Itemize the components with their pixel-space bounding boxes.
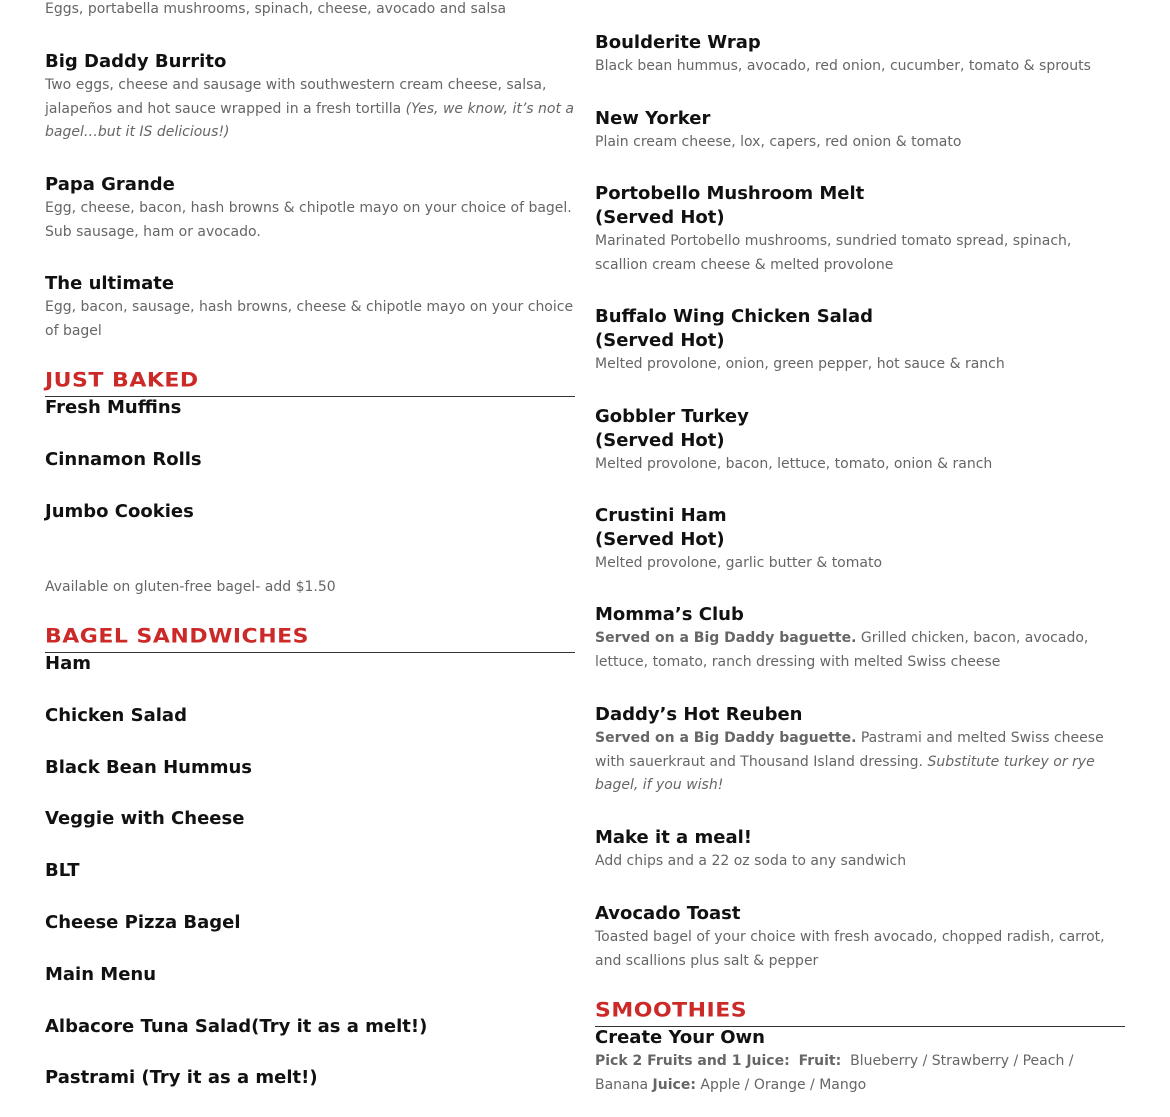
menu-item: Pastrami (Try it as a melt!): [45, 1067, 318, 1088]
item-description: Toasted bagel of your choice with fresh avocado, chopped radish, carrot, and scallions plus salt & pepper: [595, 929, 1105, 969]
desc-text: Two eggs, cheese and sausage with southwestern cream cheese, salsa, jalapeños and hot sauce wrapped in a fresh tortilla: [45, 77, 547, 117]
desc-bold: Served on a Big Daddy baguette.: [595, 730, 857, 746]
menu-item: Black Bean Hummus: [45, 757, 253, 778]
pick-label: Pick 2 Fruits and 1 Juice:: [595, 1053, 790, 1069]
menu-item: Veggie with Cheese: [45, 808, 245, 829]
fruit-label: Fruit:: [798, 1053, 842, 1069]
menu-item-gobbler-turkey: [595, 405, 1125, 477]
juice-values: Apple / Orange / Mango: [700, 1076, 867, 1093]
item-title: Boulderite Wrap: [595, 32, 761, 53]
item-title: Big Daddy Burrito: [45, 51, 227, 72]
menu-item-big-daddy-burrito: [45, 50, 575, 145]
menu-item-create-your-own: [595, 1026, 1125, 1097]
menu-item: Cheese Pizza Bagel: [45, 912, 241, 933]
section-heading-smoothies: [595, 999, 1125, 1027]
item-title: Portobello Mushroom Melt: [595, 183, 865, 204]
desc-text: Pastrami and melted Swiss cheese with sauerkraut and Thousand Island dressing.: [595, 730, 1104, 770]
desc-text: Grilled chicken, bacon, avocado, lettuce, tomato, ranch dressing with melted Swiss cheese: [595, 630, 1089, 670]
item-title: Momma’s Club: [595, 604, 744, 625]
top-item-description: Eggs, portabella mushrooms, spinach, cheese, avocado and salsa: [45, 1, 507, 17]
item-title: New Yorker: [595, 108, 711, 129]
item-subtitle: (Served Hot): [595, 529, 725, 550]
item-description: Melted provolone, garlic butter & tomato: [595, 555, 883, 571]
section-heading-just-baked: [45, 369, 575, 397]
item-title: Gobbler Turkey: [595, 406, 749, 427]
menu-item-new-yorker: [595, 107, 1125, 155]
menu-item: Ham: [45, 653, 91, 674]
item-description: Melted provolone, bacon, lettuce, tomato, onion & ranch: [595, 456, 993, 472]
juice-label: Juice:: [652, 1076, 696, 1093]
menu-item-the-ultimate: [45, 272, 575, 343]
item-description: [45, 74, 575, 145]
menu-item-daddys-hot-reuben: [595, 703, 1125, 798]
item-title: Papa Grande: [45, 174, 175, 195]
menu-item-mommas-club: [595, 603, 1125, 674]
fruit-values: Blueberry / Strawberry / Peach / Banana: [595, 1053, 1074, 1093]
section-heading-text: JUST BAKED: [45, 369, 199, 392]
desc-italic: Substitute turkey or rye bagel, if you wish!: [595, 753, 1095, 793]
item-title: Crustini Ham: [595, 505, 727, 526]
item-description: Egg, cheese, bacon, hash browns & chipotle mayo on your choice of bagel. Sub sausage, ham or avocado.: [45, 200, 572, 240]
item-description: Add chips and a 22 oz soda to any sandwich: [595, 853, 907, 869]
menu-item: Albacore Tuna Salad(Try it as a melt!): [45, 1016, 428, 1037]
item-subtitle: (Served Hot): [595, 330, 725, 351]
item-subtitle: (Served Hot): [595, 430, 725, 451]
item-title: Make it a meal!: [595, 827, 752, 848]
item-description: [595, 1050, 1125, 1097]
menu-item-make-it-a-meal: [595, 826, 1125, 874]
item-description: Melted provolone, onion, green pepper, hot sauce & ranch: [595, 356, 1005, 372]
item-title: The ultimate: [45, 273, 175, 294]
menu-item-boulderite-wrap: [595, 31, 1125, 79]
item-title: Create Your Own: [595, 1027, 765, 1048]
section-heading-text: SMOOTHIES: [595, 999, 748, 1022]
item-description: Plain cream cheese, lox, capers, red onion & tomato: [595, 134, 962, 150]
desc-bold: Served on a Big Daddy baguette.: [595, 630, 857, 646]
menu-item: Fresh Muffins: [45, 397, 182, 418]
item-subtitle: (Served Hot): [595, 207, 725, 228]
item-description: Black bean hummus, avocado, red onion, cucumber, tomato & sprouts: [595, 58, 1091, 74]
item-title: Daddy’s Hot Reuben: [595, 704, 803, 725]
item-description: Marinated Portobello mushrooms, sundried tomato spread, spinach, scallion cream cheese & melted provolone: [595, 233, 1072, 273]
menu-item: BLT: [45, 860, 80, 881]
desc-note: (Yes, we know, it’s not a bagel…but it IS delicious!): [45, 100, 574, 140]
menu-item: Cinnamon Rolls: [45, 449, 202, 470]
menu-item: Main Menu: [45, 964, 157, 985]
menu-item: Jumbo Cookies: [45, 501, 194, 522]
menu-item-papa-grande: [45, 173, 575, 244]
item-title: Buffalo Wing Chicken Salad: [595, 306, 874, 327]
item-description: Egg, bacon, sausage, hash browns, cheese & chipotle mayo on your choice of bagel: [45, 299, 574, 339]
menu-item-buffalo-wing-chicken-salad: [595, 305, 1125, 377]
item-description: [595, 727, 1125, 798]
menu-item-avocado-toast: [595, 902, 1125, 973]
menu-item-portobello-mushroom-melt: [595, 182, 1125, 277]
section-heading-text: BAGEL SANDWICHES: [45, 625, 309, 648]
item-title: Avocado Toast: [595, 903, 741, 924]
menu-item-crustini-ham: [595, 504, 1125, 576]
menu-item: Chicken Salad: [45, 705, 187, 726]
gluten-free-note: Available on gluten-free bagel- add $1.50: [45, 579, 336, 595]
section-heading-bagel-sandwiches: [45, 625, 575, 653]
item-description: [595, 627, 1125, 674]
